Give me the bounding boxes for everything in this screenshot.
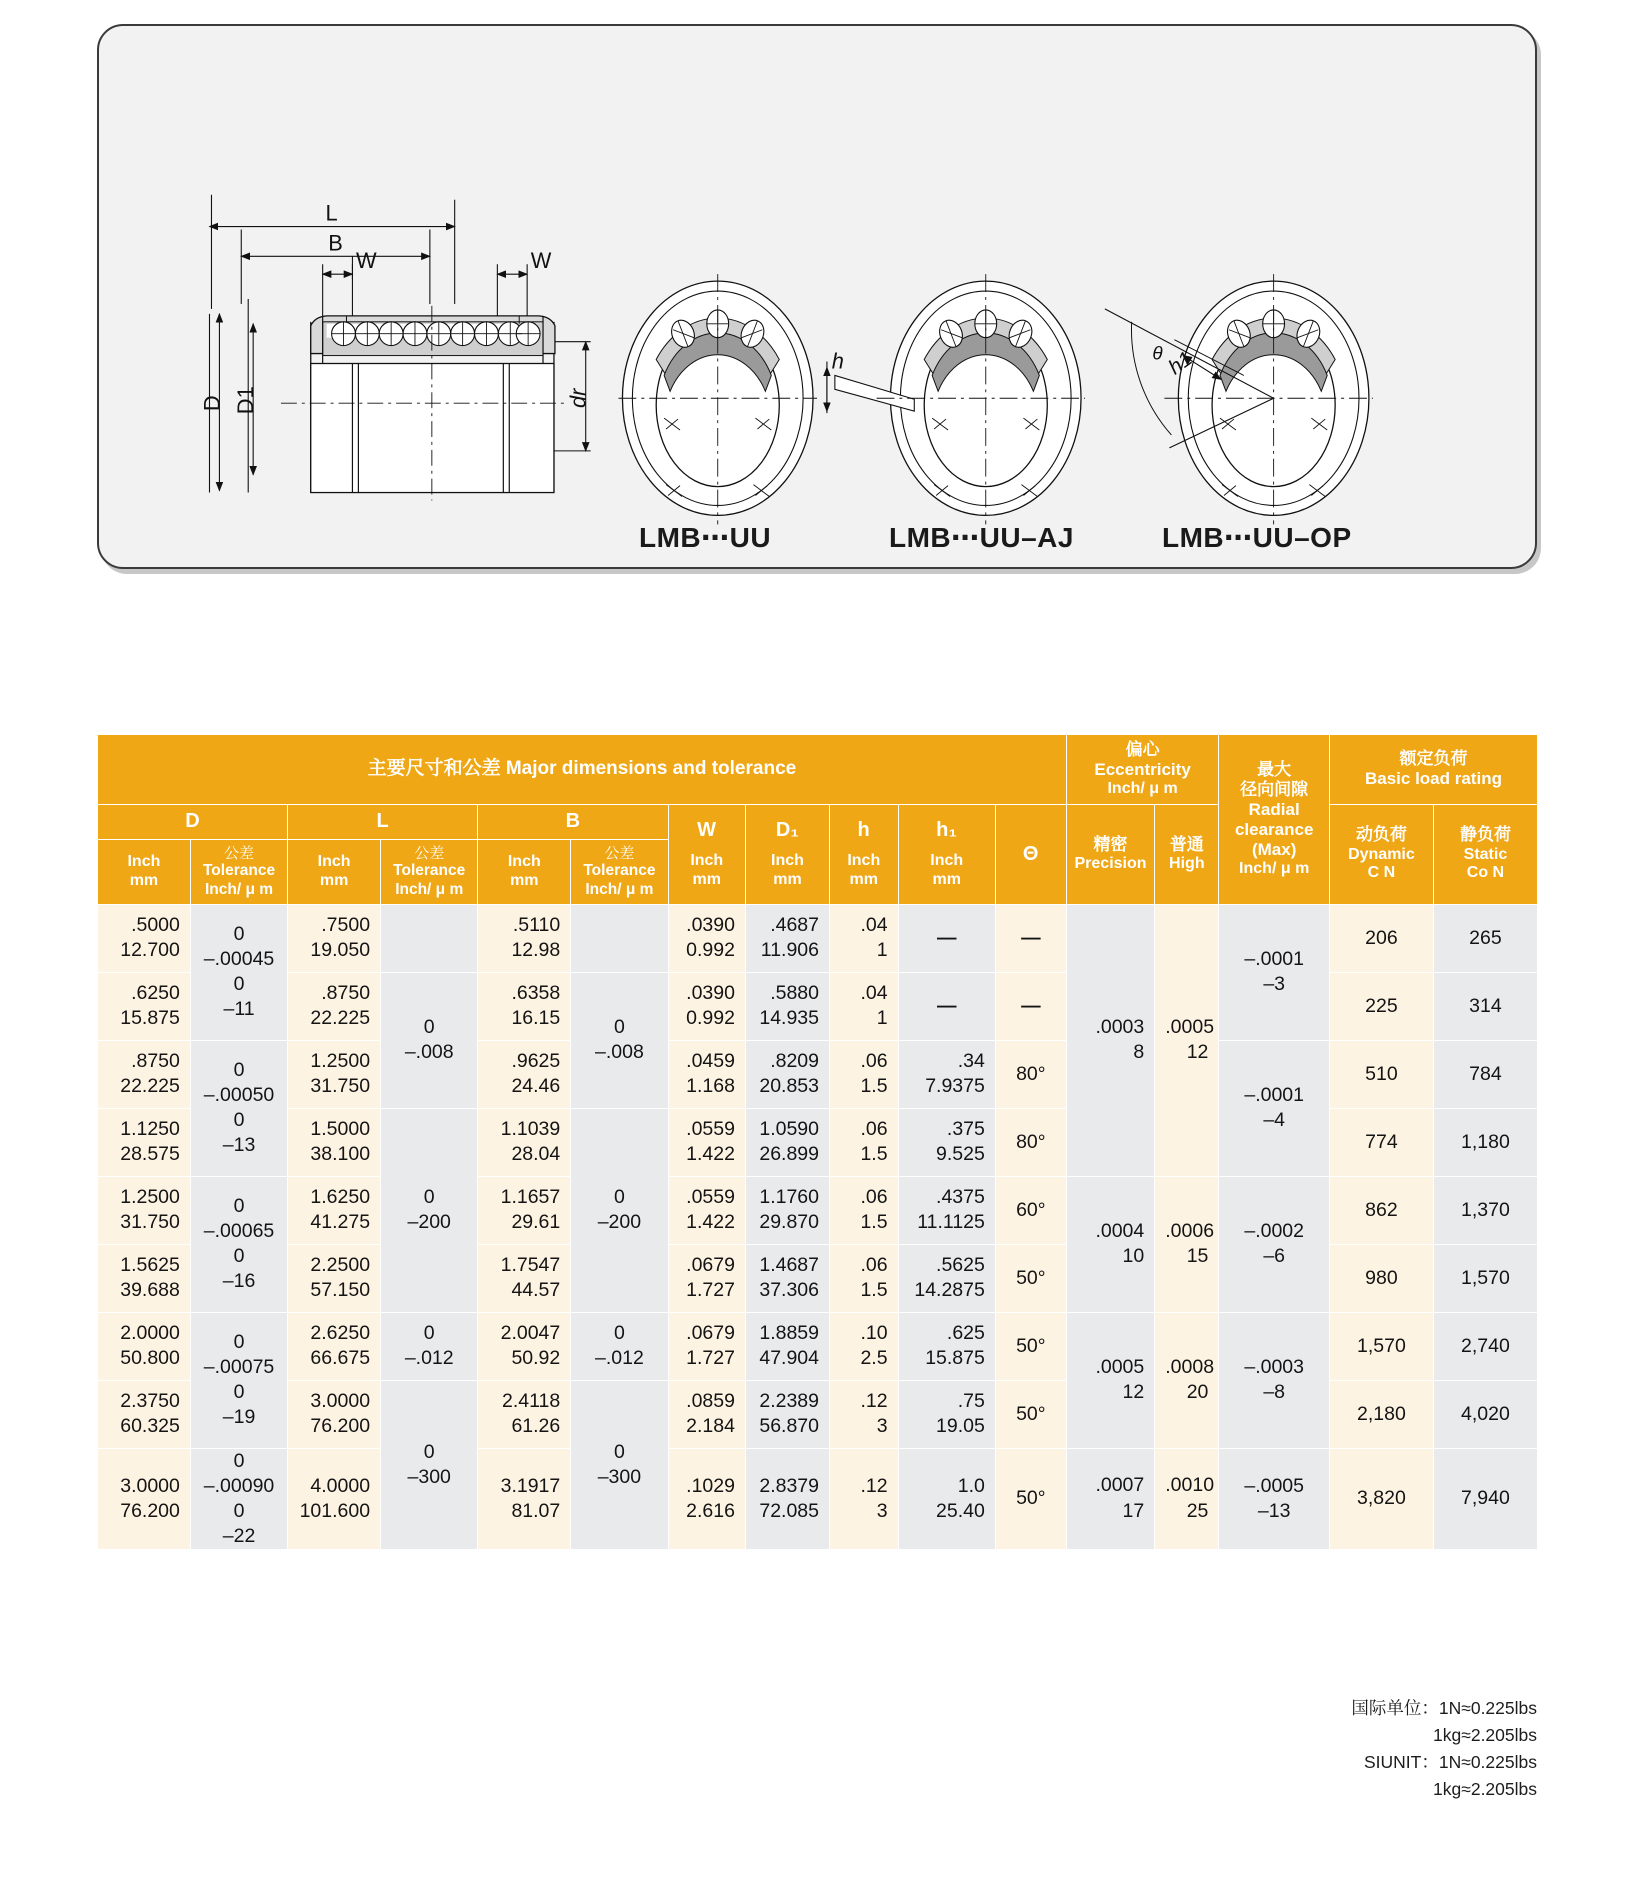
specification-table: [97, 734, 1538, 1550]
cell-static: 784: [1433, 1040, 1537, 1108]
cell-dynamic: 206: [1329, 904, 1433, 972]
cell-W: .1029 2.616: [668, 1448, 745, 1549]
cell-D1: 1.1760 29.870: [745, 1176, 829, 1244]
cell-D: 1.5625 39.688: [98, 1244, 191, 1312]
cell-D-tolerance: 0 –.00090 0 –22: [190, 1448, 287, 1549]
cell-D: 2.0000 50.800: [98, 1312, 191, 1380]
header-radial-cn2: 径向间隙: [1240, 779, 1309, 799]
footnote-line-1: 国际单位：1N≈0.225lbs: [1351, 1698, 1537, 1718]
header-D-inch: Inch mm: [98, 839, 191, 904]
table-row: [98, 904, 1538, 972]
cell-D: .6250 15.875: [98, 972, 191, 1040]
cell-dynamic: 3,820: [1329, 1448, 1433, 1549]
cell-theta: —: [995, 904, 1066, 972]
cell-W: .0679 1.727: [668, 1244, 745, 1312]
cell-L-tolerance: 0 –.008: [381, 972, 478, 1108]
cell-L: 4.0000 101.600: [288, 1448, 381, 1549]
cell-D: 1.2500 31.750: [98, 1176, 191, 1244]
cell-h: .04 1: [830, 904, 899, 972]
header-radial-cn1: 最大: [1257, 759, 1292, 779]
header-high-cn: 普通: [1169, 834, 1204, 854]
header-col-D1-inch: Inch: [771, 852, 804, 870]
cell-ecc-precision: .0005 12: [1066, 1312, 1154, 1448]
header-col-h1-symbol: h₁: [936, 818, 958, 841]
header-radial-clearance: [1219, 735, 1330, 905]
cell-h1: —: [898, 972, 995, 1040]
cell-L-tolerance: [381, 904, 478, 972]
cell-h: .12 3: [830, 1448, 899, 1549]
header-high-en: High: [1169, 854, 1205, 872]
cell-ecc-high: .0006 15: [1155, 1176, 1219, 1312]
cell-W: .0390 0.992: [668, 972, 745, 1040]
cell-static: 4,020: [1433, 1380, 1537, 1448]
header-eccentricity-unit: Inch/ μ m: [1107, 780, 1178, 798]
cell-D1: .8209 20.853: [745, 1040, 829, 1108]
header-precision-cn: 精密: [1093, 834, 1128, 854]
cell-theta: 80°: [995, 1040, 1066, 1108]
model-label-uu-aj: LMB⋯UU–AJ: [889, 522, 1074, 553]
cell-static: 2,740: [1433, 1312, 1537, 1380]
header-static-en2: Co N: [1466, 864, 1505, 882]
cell-D-tolerance: 0 –.00050 0 –13: [190, 1040, 287, 1176]
header-col-h1-mm: mm: [932, 871, 961, 889]
header-static: [1433, 804, 1537, 904]
header-col-h: [830, 804, 899, 904]
cell-h: .10 2.5: [830, 1312, 899, 1380]
cell-h1: .34 7.9375: [898, 1040, 995, 1108]
cell-h: .06 1.5: [830, 1244, 899, 1312]
cell-dynamic: 774: [1329, 1108, 1433, 1176]
header-load-cn: 额定负荷: [1399, 749, 1468, 769]
cell-radial-clearance: –.0003 –8: [1219, 1312, 1330, 1448]
header-dynamic: [1329, 804, 1433, 904]
cell-theta: 50°: [995, 1380, 1066, 1448]
cell-static: 265: [1433, 904, 1537, 972]
cell-dynamic: 862: [1329, 1176, 1433, 1244]
cell-radial-clearance: –.0001 –4: [1219, 1040, 1330, 1176]
cell-D-tolerance: 0 –.00075 0 –19: [190, 1312, 287, 1448]
cell-L: 2.2500 57.150: [288, 1244, 381, 1312]
cell-D: 1.1250 28.575: [98, 1108, 191, 1176]
cell-B-tolerance: 0 –.008: [571, 972, 668, 1108]
cell-dynamic: 1,570: [1329, 1312, 1433, 1380]
cell-B: 1.1657 29.61: [478, 1176, 571, 1244]
table-row: [98, 1040, 1538, 1108]
cell-static: 1,180: [1433, 1108, 1537, 1176]
header-B-tolerance: 公差 Tolerance Inch/ μ m: [571, 839, 668, 904]
cell-D: .8750 22.225: [98, 1040, 191, 1108]
cell-theta: 50°: [995, 1244, 1066, 1312]
dim-label-theta: θ: [1152, 342, 1163, 364]
cell-h1: .75 19.05: [898, 1380, 995, 1448]
cell-W: .0559 1.422: [668, 1108, 745, 1176]
cell-D: .5000 12.700: [98, 904, 191, 972]
cell-radial-clearance: –.0001 –3: [1219, 904, 1330, 1040]
header-col-theta: Θ: [995, 804, 1066, 904]
cell-static: 314: [1433, 972, 1537, 1040]
header-eccentricity-cn: 偏心: [1125, 740, 1160, 759]
cell-D1: .5880 14.935: [745, 972, 829, 1040]
header-col-D: D: [98, 804, 288, 839]
cell-h1: 1.0 25.40: [898, 1448, 995, 1549]
table-body: [98, 904, 1538, 1549]
cell-ecc-precision: .0003 8: [1066, 904, 1154, 1176]
table-row: [98, 1176, 1538, 1244]
footnote-line-4: 1kg≈2.205lbs: [1433, 1779, 1537, 1800]
cell-h: .06 1.5: [830, 1040, 899, 1108]
cell-W: .0390 0.992: [668, 904, 745, 972]
cell-B: 1.1039 28.04: [478, 1108, 571, 1176]
cell-D1: 2.8379 72.085: [745, 1448, 829, 1549]
header-col-h-symbol: h: [857, 818, 871, 841]
header-col-W-inch: Inch: [690, 852, 724, 870]
header-radial-unit: Inch/ μ m: [1239, 860, 1310, 878]
cell-ecc-high: .0010 25: [1155, 1448, 1219, 1549]
cell-h: .06 1.5: [830, 1176, 899, 1244]
cell-dynamic: 980: [1329, 1244, 1433, 1312]
cell-h: .12 3: [830, 1380, 899, 1448]
cell-D-tolerance: 0 –.00045 0 –11: [190, 904, 287, 1040]
header-radial-en2: clearance: [1234, 819, 1314, 839]
header-load-en: Basic load rating: [1364, 769, 1502, 789]
header-col-D1-symbol: D₁: [775, 818, 800, 841]
cell-B: 1.7547 44.57: [478, 1244, 571, 1312]
cell-static: 1,570: [1433, 1244, 1537, 1312]
header-D-tolerance: 公差 Tolerance Inch/ μ m: [190, 839, 287, 904]
cell-radial-clearance: –.0002 –6: [1219, 1176, 1330, 1312]
cell-theta: 50°: [995, 1312, 1066, 1380]
cell-B-tolerance: 0 –.012: [571, 1312, 668, 1380]
header-L-tolerance: 公差 Tolerance Inch/ μ m: [381, 839, 478, 904]
cell-theta: 50°: [995, 1448, 1066, 1549]
cell-L: 1.2500 31.750: [288, 1040, 381, 1108]
cell-W: .0459 1.168: [668, 1040, 745, 1108]
cell-h1: —: [898, 904, 995, 972]
header-eccentricity: [1066, 735, 1219, 805]
cell-theta: 80°: [995, 1108, 1066, 1176]
table-row: [98, 1312, 1538, 1380]
header-major-dimensions: 主要尺寸和公差 Major dimensions and tolerance: [98, 735, 1067, 805]
footnote-line-2: 1kg≈2.205lbs: [1433, 1725, 1537, 1746]
table-header-row-groups: [98, 735, 1538, 805]
table-row: [98, 1448, 1538, 1549]
header-col-h-mm: mm: [849, 871, 878, 889]
cell-D1: .4687 11.906: [745, 904, 829, 972]
footnote-line-3: SIUNIT：1N≈0.225lbs: [1363, 1752, 1537, 1773]
cell-L: 3.0000 76.200: [288, 1380, 381, 1448]
header-L-inch: Inch mm: [288, 839, 381, 904]
cell-D1: 1.0590 26.899: [745, 1108, 829, 1176]
technical-drawing-panel: [97, 24, 1537, 569]
header-radial-en3: (Max): [1251, 840, 1297, 860]
header-col-L: L: [288, 804, 478, 839]
cell-ecc-high: .0008 20: [1155, 1312, 1219, 1448]
header-col-B: B: [478, 804, 668, 839]
bearing-drawing: [99, 26, 1535, 567]
cell-h1: .4375 11.1125: [898, 1176, 995, 1244]
cell-ecc-precision: .0004 10: [1066, 1176, 1154, 1312]
cell-W: .0559 1.422: [668, 1176, 745, 1244]
header-col-W-mm: mm: [692, 871, 721, 889]
cell-D1: 1.4687 37.306: [745, 1244, 829, 1312]
cell-static: 1,370: [1433, 1176, 1537, 1244]
dim-label-D: D: [199, 395, 225, 412]
cell-B: 3.1917 81.07: [478, 1448, 571, 1549]
cell-D-tolerance: 0 –.00065 0 –16: [190, 1176, 287, 1312]
cell-D1: 1.8859 47.904: [745, 1312, 829, 1380]
cell-W: .0679 1.727: [668, 1312, 745, 1380]
header-basic-load-rating: [1329, 735, 1537, 805]
header-high: [1155, 804, 1219, 904]
cell-h: .06 1.5: [830, 1108, 899, 1176]
cell-B: .9625 24.46: [478, 1040, 571, 1108]
header-dynamic-en2: C N: [1367, 864, 1396, 882]
header-col-W-symbol: W: [697, 818, 717, 841]
cell-radial-clearance: –.0005 –13: [1219, 1448, 1330, 1549]
cell-L: .8750 22.225: [288, 972, 381, 1040]
header-static-cn: 静负荷: [1459, 825, 1511, 845]
header-dynamic-cn: 动负荷: [1355, 825, 1407, 845]
cell-ecc-high: .0005 12: [1155, 904, 1219, 1176]
cell-dynamic: 225: [1329, 972, 1433, 1040]
header-col-h1: [898, 804, 995, 904]
dim-label-h: h: [831, 348, 844, 374]
cell-h1: .375 9.525: [898, 1108, 995, 1176]
cell-L: 1.5000 38.100: [288, 1108, 381, 1176]
model-label-uu-op: LMB⋯UU–OP: [1162, 522, 1352, 553]
cell-L: 1.6250 41.275: [288, 1176, 381, 1244]
cell-D: 2.3750 60.325: [98, 1380, 191, 1448]
cell-B: 2.4118 61.26: [478, 1380, 571, 1448]
header-static-en1: Static: [1463, 845, 1508, 863]
dim-label-W-right: W: [530, 248, 552, 274]
cell-theta: 60°: [995, 1176, 1066, 1244]
cell-h1: .625 15.875: [898, 1312, 995, 1380]
cell-D: 3.0000 76.200: [98, 1448, 191, 1549]
cell-L: 2.6250 66.675: [288, 1312, 381, 1380]
header-radial-en1: Radial: [1248, 799, 1300, 819]
header-dynamic-en1: Dynamic: [1348, 845, 1415, 863]
dim-label-dr: dr: [565, 388, 591, 408]
cell-L-tolerance: 0 –.012: [381, 1312, 478, 1380]
header-col-D1: [745, 804, 829, 904]
cell-L: .7500 19.050: [288, 904, 381, 972]
cell-D1: 2.2389 56.870: [745, 1380, 829, 1448]
dim-label-D1: D1: [233, 386, 259, 415]
cell-W: .0859 2.184: [668, 1380, 745, 1448]
cell-L-tolerance: 0 –200: [381, 1108, 478, 1312]
dim-label-B: B: [328, 230, 343, 256]
cell-B-tolerance: 0 –300: [571, 1380, 668, 1549]
header-eccentricity-en: Eccentricity: [1094, 760, 1191, 780]
header-col-h1-inch: Inch: [930, 852, 964, 870]
unit-conversion-notes: [1351, 1695, 1537, 1804]
header-col-h-inch: Inch: [847, 852, 881, 870]
cell-B-tolerance: [571, 904, 668, 972]
dim-label-L: L: [325, 200, 338, 226]
cell-L-tolerance: 0 –300: [381, 1380, 478, 1549]
cell-h1: .5625 14.2875: [898, 1244, 995, 1312]
cell-dynamic: 2,180: [1329, 1380, 1433, 1448]
header-col-W: [668, 804, 745, 904]
cell-static: 7,940: [1433, 1448, 1537, 1549]
cell-dynamic: 510: [1329, 1040, 1433, 1108]
header-precision: [1066, 804, 1154, 904]
cell-ecc-precision: .0007 17: [1066, 1448, 1154, 1549]
cell-theta: —: [995, 972, 1066, 1040]
cell-B: .5110 12.98: [478, 904, 571, 972]
cell-B-tolerance: 0 –200: [571, 1108, 668, 1312]
dim-label-W-left: W: [356, 248, 377, 274]
model-label-uu: LMB⋯UU: [639, 522, 772, 553]
cell-h: .04 1: [830, 972, 899, 1040]
header-col-D1-mm: mm: [773, 871, 802, 889]
header-precision-en: Precision: [1074, 854, 1147, 872]
dim-label-h1: h1: [1164, 347, 1197, 380]
cell-B: .6358 16.15: [478, 972, 571, 1040]
header-B-inch: Inch mm: [478, 839, 571, 904]
cell-B: 2.0047 50.92: [478, 1312, 571, 1380]
